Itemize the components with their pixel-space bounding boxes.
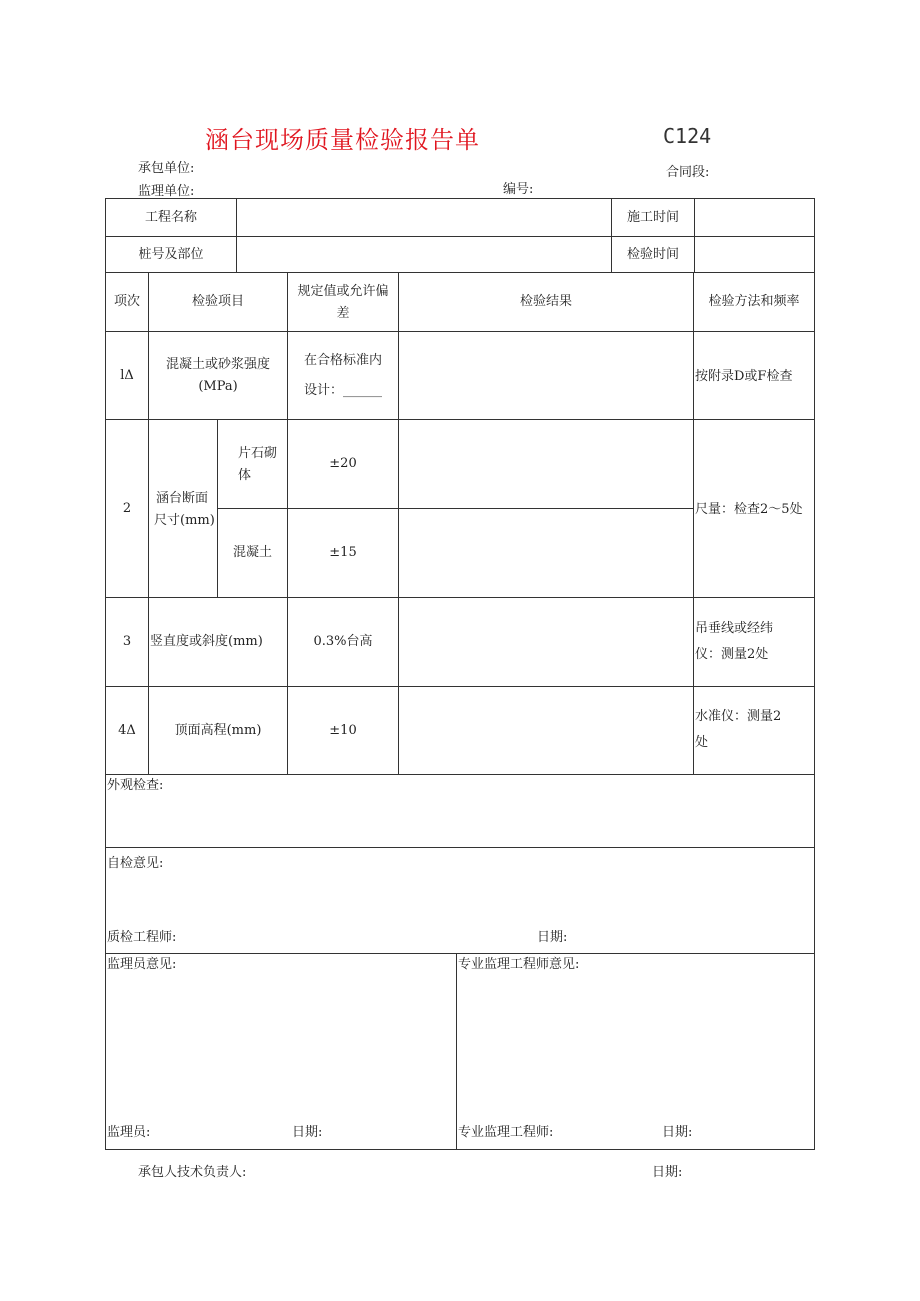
station-field[interactable] <box>237 237 611 272</box>
row1-item-line2: (MPa) <box>198 379 238 394</box>
number-label: 编号: <box>503 182 534 197</box>
row2-sub1-line1: 片石砌 <box>238 446 278 461</box>
row4-method-line1: 水准仪：测量2 <box>695 709 782 724</box>
header-tolerance <box>288 281 398 325</box>
header-tolerance-line2: 差 <box>336 306 350 321</box>
row3-tolerance: 0.3%台高 <box>313 634 373 649</box>
self-check-field[interactable] <box>106 876 814 926</box>
appearance-field[interactable] <box>106 798 814 846</box>
tech-lead-label: 承包人技术负责人: <box>138 1165 247 1180</box>
row4-item: 顶面高程(mm) <box>174 722 262 738</box>
row3-result[interactable] <box>399 598 693 686</box>
qc-date-label: 日期: <box>537 930 568 945</box>
supervisor-opinion-label: 监理员意见: <box>107 957 177 972</box>
supervisor-label: 监理员: <box>107 1125 151 1140</box>
header-method: 检验方法和频率 <box>708 294 800 309</box>
row2-no: 2 <box>122 500 132 516</box>
supervisor-unit-label: 监理单位: <box>138 184 195 199</box>
row2-sub2-tolerance: ±15 <box>329 545 357 560</box>
header-result: 检验结果 <box>519 294 572 309</box>
row4-no: 4Δ <box>118 722 136 738</box>
project-name-label: 工程名称 <box>144 209 197 225</box>
row2-sub2: 混凝土 <box>232 545 272 560</box>
project-name-field[interactable] <box>237 199 611 236</box>
supervisor-date-label: 日期: <box>292 1125 323 1140</box>
station-label: 桩号及部位 <box>138 246 204 262</box>
appearance-label: 外观检查: <box>107 778 164 793</box>
row2-item-line2: 尺寸(mm) <box>154 513 215 528</box>
construction-time-label: 施工时间 <box>626 209 679 225</box>
row2-sub2-result[interactable] <box>399 509 693 597</box>
row1-item-line1: 混凝土或砂浆强度 <box>165 357 270 372</box>
contractor-label: 承包单位: <box>138 161 195 176</box>
row1-item <box>149 354 287 398</box>
row4-method-line2: 处 <box>695 735 709 750</box>
self-check-label: 自检意见: <box>107 856 164 871</box>
row3-method <box>695 618 813 666</box>
inspection-time-label: 检验时间 <box>626 246 679 262</box>
row3-item: 竖直度或斜度(mm) <box>150 634 263 649</box>
row2-sub1 <box>238 443 287 487</box>
row2-sub1-tolerance: ±20 <box>329 456 357 471</box>
row1-tol-line2: 设计：______ <box>303 383 382 398</box>
specialist-label: 专业监理工程师: <box>458 1125 554 1140</box>
row1-tol-line1: 在合格标准内 <box>303 353 382 368</box>
inspection-time-field[interactable] <box>695 237 814 272</box>
row1-result[interactable] <box>399 332 693 419</box>
row3-no: 3 <box>122 634 132 649</box>
row1-method: 按附录D或F检查 <box>695 369 793 384</box>
row3-method-line1: 吊垂线或经纬 <box>695 621 774 636</box>
specialist-opinion-field[interactable] <box>457 978 814 1118</box>
header-item: 检验项目 <box>191 294 244 309</box>
supervisor-opinion-field[interactable] <box>106 978 455 1118</box>
header-tolerance-line1: 规定值或允许偏 <box>297 284 389 299</box>
row4-method <box>695 706 813 754</box>
row2-method: 尺量：检查2～5处 <box>695 502 803 517</box>
row1-no: lΔ <box>120 367 134 383</box>
specialist-opinion-label: 专业监理工程师意见: <box>458 957 580 972</box>
form-code: C124 <box>663 124 712 148</box>
qc-engineer-label: 质检工程师: <box>107 930 177 945</box>
header-item-no: 项次 <box>113 294 140 309</box>
specialist-date-label: 日期: <box>662 1125 693 1140</box>
form-title: 涵台现场质量检验报告单 <box>205 126 480 154</box>
footer-date-label: 日期: <box>652 1165 683 1180</box>
row1-tolerance <box>288 350 398 402</box>
row2-sub1-result[interactable] <box>399 420 693 508</box>
contract-section-label: 合同段: <box>666 165 710 180</box>
row3-method-line2: 仪：测量2处 <box>695 647 769 662</box>
construction-time-field[interactable] <box>695 199 814 236</box>
row4-result[interactable] <box>399 687 693 774</box>
row2-sub1-line2: 体 <box>238 468 252 483</box>
row4-tolerance: ±10 <box>329 722 357 738</box>
row2-item-line1: 涵台断面 <box>156 491 209 506</box>
row2-item <box>154 488 217 532</box>
